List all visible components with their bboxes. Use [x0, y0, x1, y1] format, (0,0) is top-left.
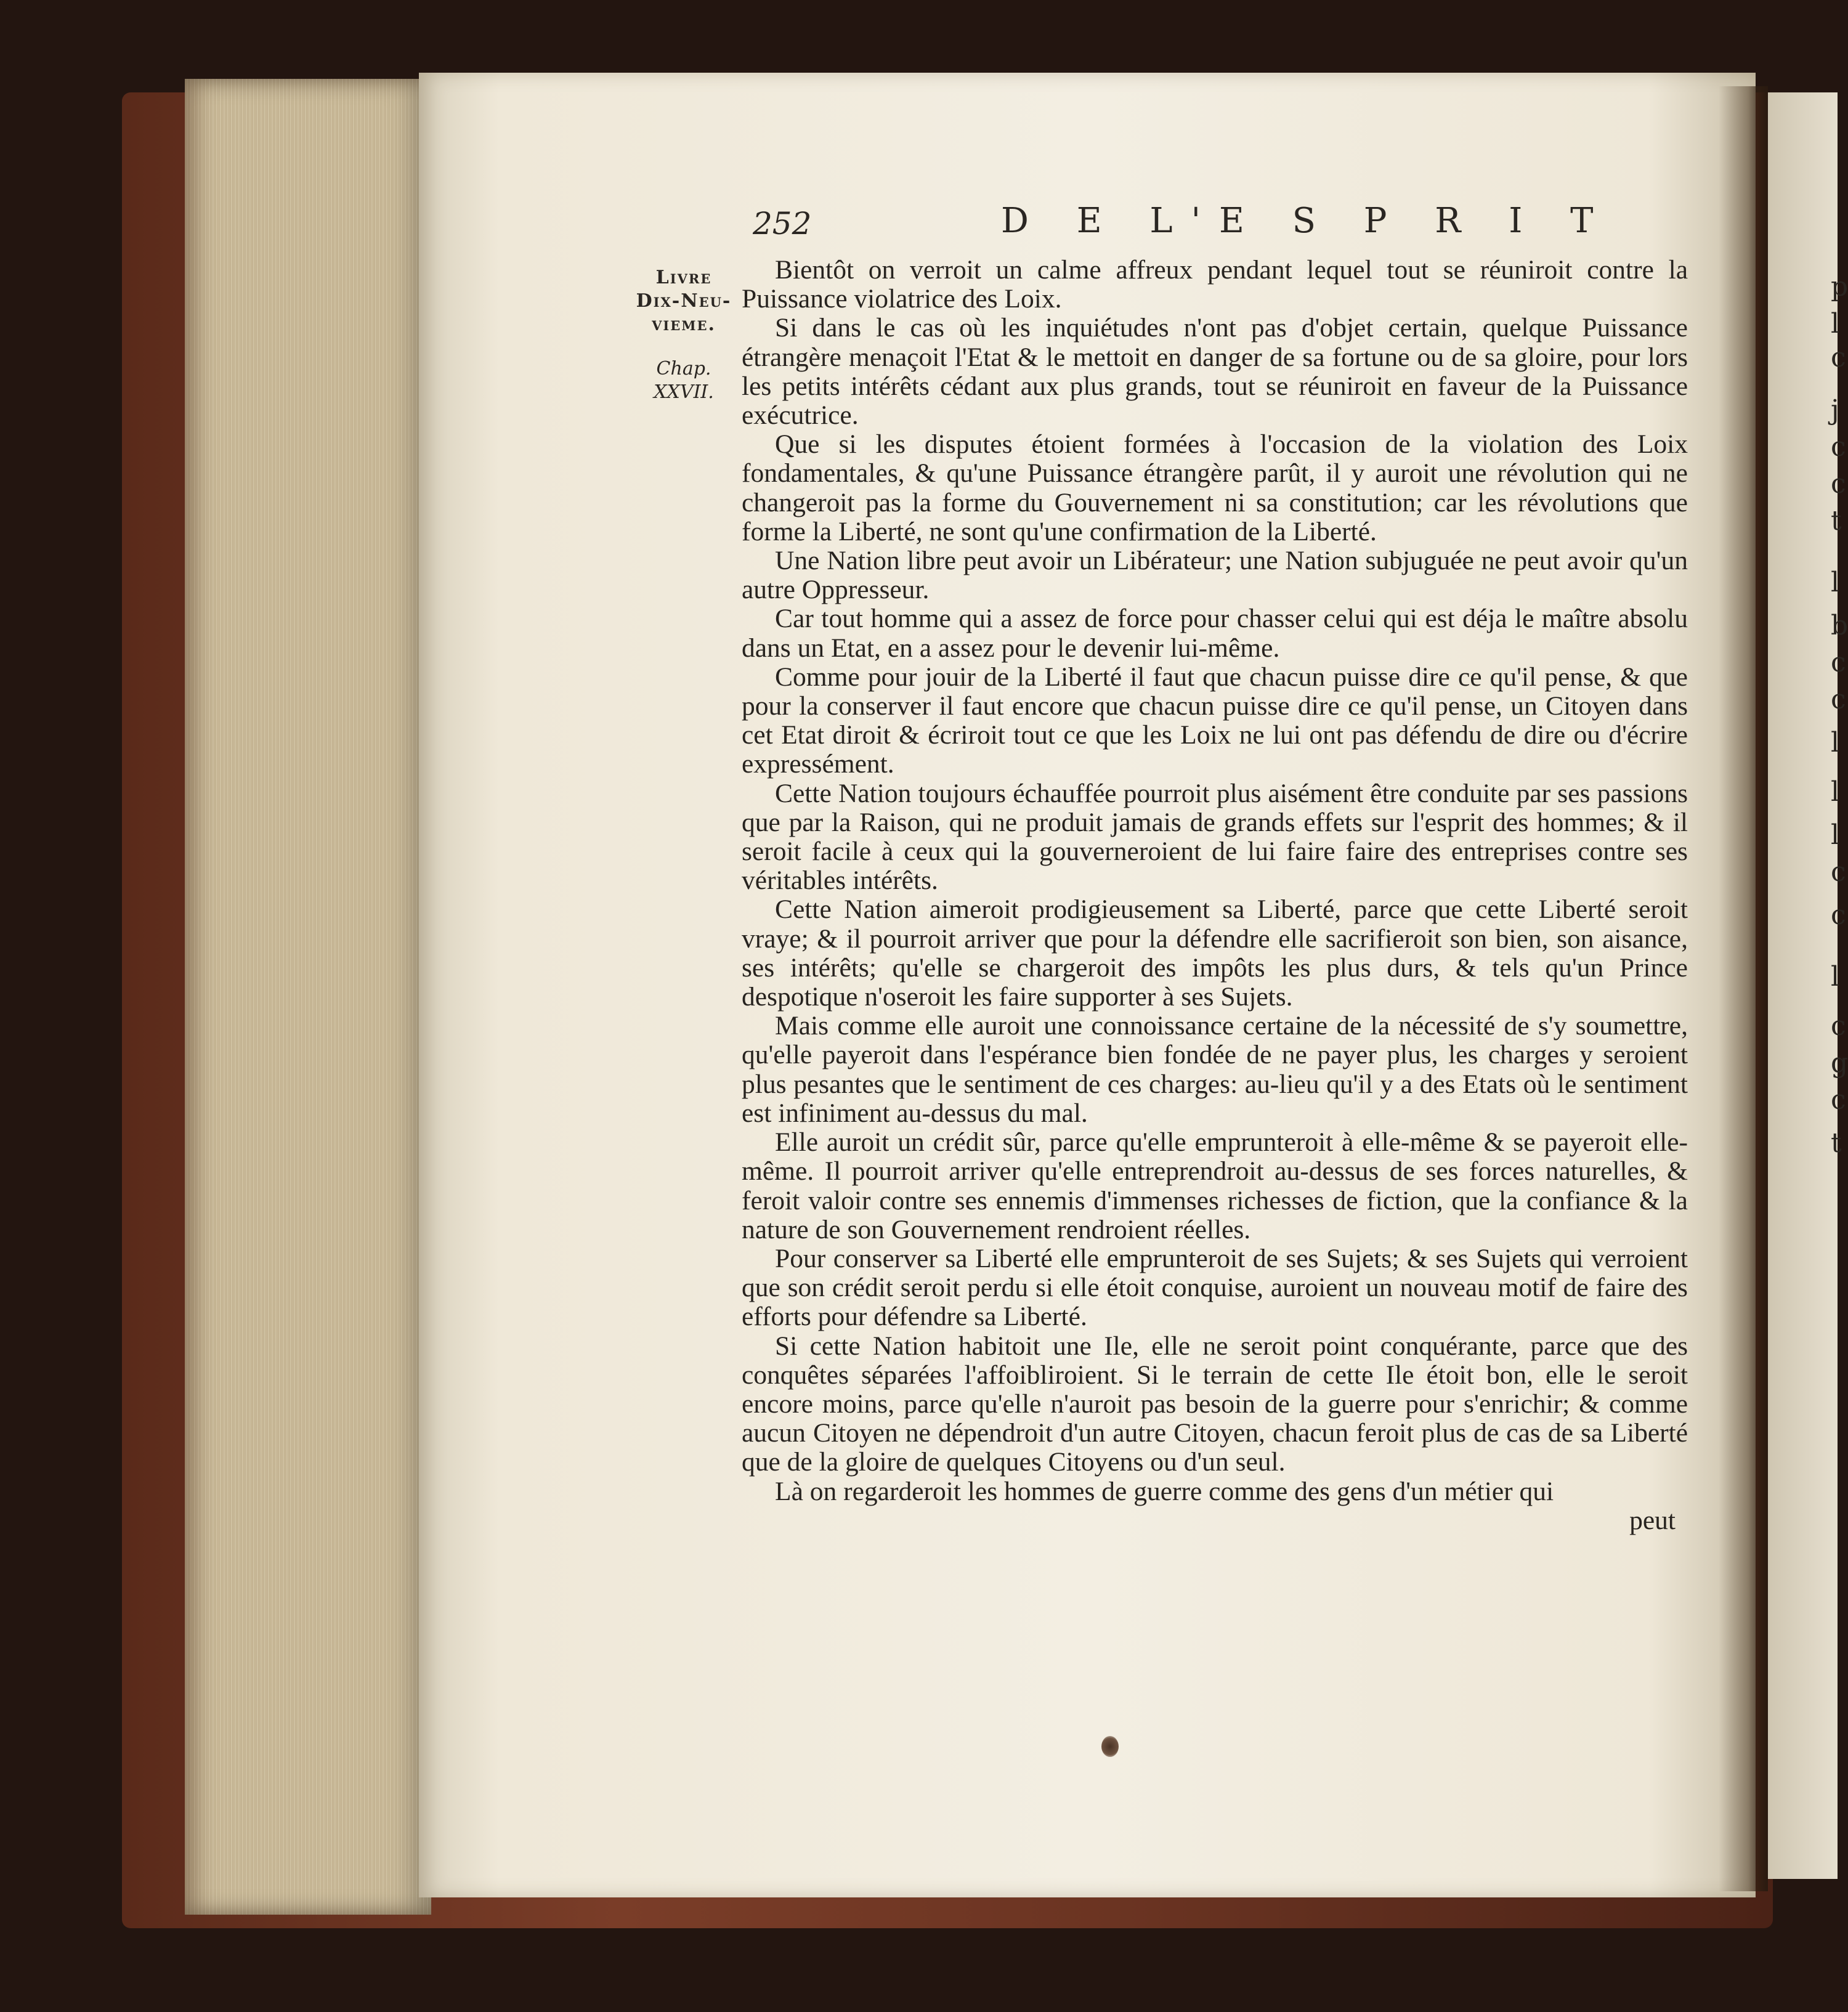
right-page-letter: c	[1831, 431, 1846, 463]
right-page-letter: c	[1831, 1010, 1846, 1042]
right-page-letter: l	[1831, 961, 1840, 992]
margin-note-line: vieme.	[652, 314, 716, 335]
paragraph: Si dans le cas où les inquiétudes n'ont pas d'objet certain, quelque Puissance étrangère menaçoit l'Etat & le mettoit en danger de sa fortune ou de sa gloire, pour lors les petits intérêts cédant aux plus grands, tout se réuniroit en faveur de la Puissance exécutrice.	[742, 313, 1688, 431]
paragraph: Comme pour jouir de la Liberté il faut que chacun puisse dire ce qu'il pense, & que pour la conserver il faut encore que chacun puisse dire ce qu'il pense, un Citoyen dans cet Etat diroit & écriroit tout ce que les Loix ne lui ont pas défendu de dire ou d'écrire expressément.	[742, 662, 1688, 779]
page-number: 252	[753, 206, 812, 241]
body-text	[742, 256, 1688, 1535]
margin-note-line: XXVII.	[654, 381, 714, 403]
right-page-letter: j	[1831, 394, 1839, 426]
paragraph: Mais comme elle auroit une connoissance certaine de la nécessité de s'y soumettre, qu'elle payeroit dans l'espérance bien fondée de ne payer plus, les charges y seroient plus pesantes que le sentiment de ces charges: au-lieu qu'il y a des Etats où le sentiment est infiniment au-dessus du mal.	[742, 1011, 1688, 1128]
right-page-letter: l	[1831, 819, 1840, 851]
right-page-letter: b	[1831, 610, 1848, 641]
paragraph: Une Nation libre peut avoir un Libérateur; une Nation subjuguée ne peut avoir qu'un autre Oppresseur.	[742, 546, 1688, 605]
margin-note-line: Livre	[655, 267, 712, 288]
right-page-letter: l	[1831, 727, 1840, 758]
ink-spot	[1101, 1736, 1119, 1757]
paragraph: Bientôt on verroit un calme affreux pendant lequel tout se réuniroit contre la Puissance violatrice des Loix.	[742, 255, 1688, 314]
paragraph: Là on regarderoit les hommes de guerre comme des gens d'un métier qui	[775, 1476, 1554, 1506]
paragraph: Si cette Nation habitoit une Ile, elle ne seroit point conquérante, parce que des conquêtes séparées l'affoibliroient. Si le terrain de cette Ile étoit bon, elle le seroit encore moins, parce qu'elle n'auroit pas besoin de la guerre pour s'enrichir; & comme aucun Citoyen ne dépendroit d'un autre Citoyen, chacun feroit plus de cas de sa Liberté que de la gloire de quelques Citoyens ou d'un seul.	[742, 1331, 1688, 1477]
paragraph: Que si les disputes étoient formées à l'occasion de la violation des Loix fondamentales, & qu'une Puissance étrangère parût, il y auroit une révolution qui ne changeroit pas la forme du Gouvernement ni sa constitution; car les révolutions que forme la Liberté, ne sont qu'une confirmation de la Liberté.	[742, 429, 1688, 546]
paragraph: Elle auroit un crédit sûr, parce qu'elle emprunteroit à elle-même & se payeroit elle-même. Il pourroit arriver qu'elle entreprendroit au-dessus de ses forces naturelles, & feroit valoir contre ses ennemis d'immenses richesses de fiction, que la confiance & la nature de son Gouvernement rendroient réelles.	[742, 1127, 1688, 1244]
right-page-letter: l	[1831, 567, 1840, 598]
right-page-letter: c	[1831, 468, 1846, 500]
right-page-letter: c	[1831, 856, 1846, 888]
right-page-letter: c	[1831, 647, 1846, 678]
paragraph: Car tout homme qui a assez de force pour chasser celui qui est déja le maître absolu dans un Etat, en a assez pour le devenir lui-même.	[742, 604, 1688, 663]
right-page-letter: g	[1831, 1047, 1848, 1079]
right-page-letter: c	[1831, 342, 1846, 373]
paragraph: Cette Nation aimeroit prodigieusement sa Liberté, parce que cette Liberté seroit vraye; & il pourroit arriver que pour la défendre elle sacrifieroit son bien, son aisance, ses intérêts; qu'elle se chargeroit des impôts les plus durs, & tels qu'un Prince despotique n'oseroit les faire supporter à ses Sujets.	[742, 894, 1688, 1012]
right-page-letter: c	[1831, 899, 1846, 931]
right-page-letter: c	[1831, 1084, 1846, 1116]
book-gutter	[1719, 86, 1768, 1891]
paragraph: Pour conserver sa Liberté elle emprunteroit de ses Sujets; & ses Sujets qui verroient que son crédit seroit perdu si elle étoit conquise, auroient un nouveau motif de faire des efforts pour défendre sa Liberté.	[742, 1243, 1688, 1332]
margin-note-line: Dix-Neu-	[636, 290, 732, 312]
right-page-letter: l	[1831, 308, 1840, 339]
right-page-letter: p	[1831, 271, 1848, 302]
catchword: peut	[1629, 1505, 1676, 1535]
right-page-letter: c	[1831, 684, 1846, 715]
margin-note	[622, 266, 745, 404]
right-page-strip	[1768, 92, 1838, 1879]
margin-note-line: Chap.	[656, 358, 711, 379]
right-page-letter: l	[1831, 776, 1840, 808]
page-edges	[185, 79, 431, 1915]
right-page-letter: t	[1831, 505, 1842, 537]
running-head: D E L'E S P R I T	[1001, 201, 1612, 241]
right-page-letter: t	[1831, 1127, 1842, 1159]
paragraph: Cette Nation toujours échauffée pourroit plus aisément être conduite par ses passions que par la Raison, qui ne produit jamais de grands effets sur l'esprit des hommes; & il seroit facile à ceux qui la gouverneroient de lui faire faire des entreprises contre ses véritables intérêts.	[742, 778, 1688, 896]
